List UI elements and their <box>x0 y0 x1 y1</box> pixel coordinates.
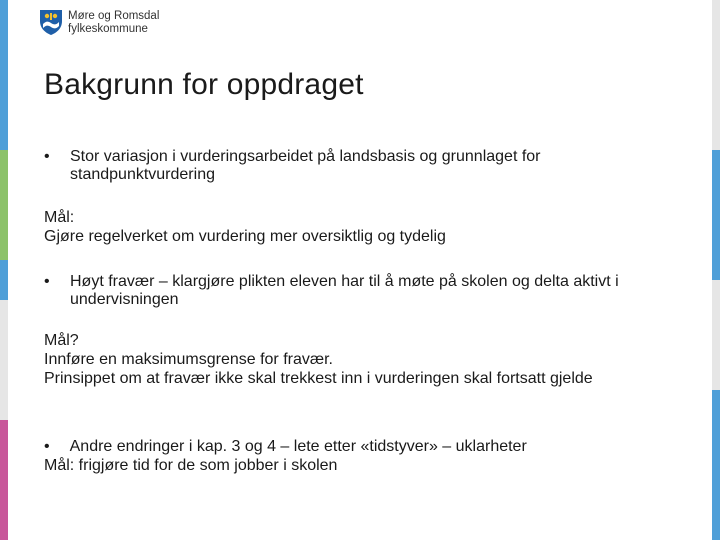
goal-text: Gjøre regelverket om vurdering mer oversiktlig og tydelig <box>44 228 446 245</box>
bullet-text: Andre endringer i kap. 3 og 4 – lete etter «tidstyver» – uklarheter <box>69 438 527 455</box>
edge-segment-light <box>712 280 720 390</box>
goal-text-line1: Innføre en maksimumsgrense for fravær. <box>44 351 333 368</box>
county-name-line1: Møre og Romsdal <box>68 10 160 22</box>
bullet-item-other-changes <box>44 437 527 456</box>
county-coat-of-arms-icon <box>38 8 64 36</box>
slide-title: Bakgrunn for oppdraget <box>44 68 364 101</box>
bullet-marker: • <box>44 273 50 290</box>
goal-block-1 <box>44 208 446 246</box>
goal-block-2 <box>44 331 593 388</box>
edge-segment-pink <box>0 420 8 540</box>
edge-segment-light <box>712 0 720 150</box>
goal-block-3 <box>44 437 527 475</box>
edge-segment-blue <box>712 390 720 540</box>
goal-label: Mål? <box>44 332 79 349</box>
edge-segment-light <box>0 300 8 420</box>
bullet-text: Stor variasjon i vurderingsarbeidet på landsbasis og grunnlaget for standpunktvurdering <box>70 148 541 183</box>
bullet-marker: • <box>44 438 50 455</box>
goal-text: Mål: frigjøre tid for de som jobber i skolen <box>44 457 338 474</box>
edge-segment-blue <box>712 150 720 280</box>
goal-label: Mål: <box>44 209 75 226</box>
county-name <box>68 10 159 36</box>
county-logo <box>38 8 168 38</box>
bullet-marker: • <box>44 148 50 165</box>
county-name-line2: fylkeskommune <box>68 23 148 35</box>
bullet-text: Høyt fravær – klargjøre plikten eleven har til å møte på skolen og delta aktivt i undervisningen <box>70 273 619 308</box>
edge-segment-green <box>0 150 8 260</box>
left-edge-stripe <box>0 0 8 540</box>
right-edge-stripe <box>712 0 720 540</box>
edge-segment-blue <box>0 260 8 300</box>
goal-text-line2: Prinsippet om at fravær ikke skal trekkest inn i vurderingen skal fortsatt gjelde <box>44 370 593 387</box>
edge-segment-blue <box>0 0 8 150</box>
